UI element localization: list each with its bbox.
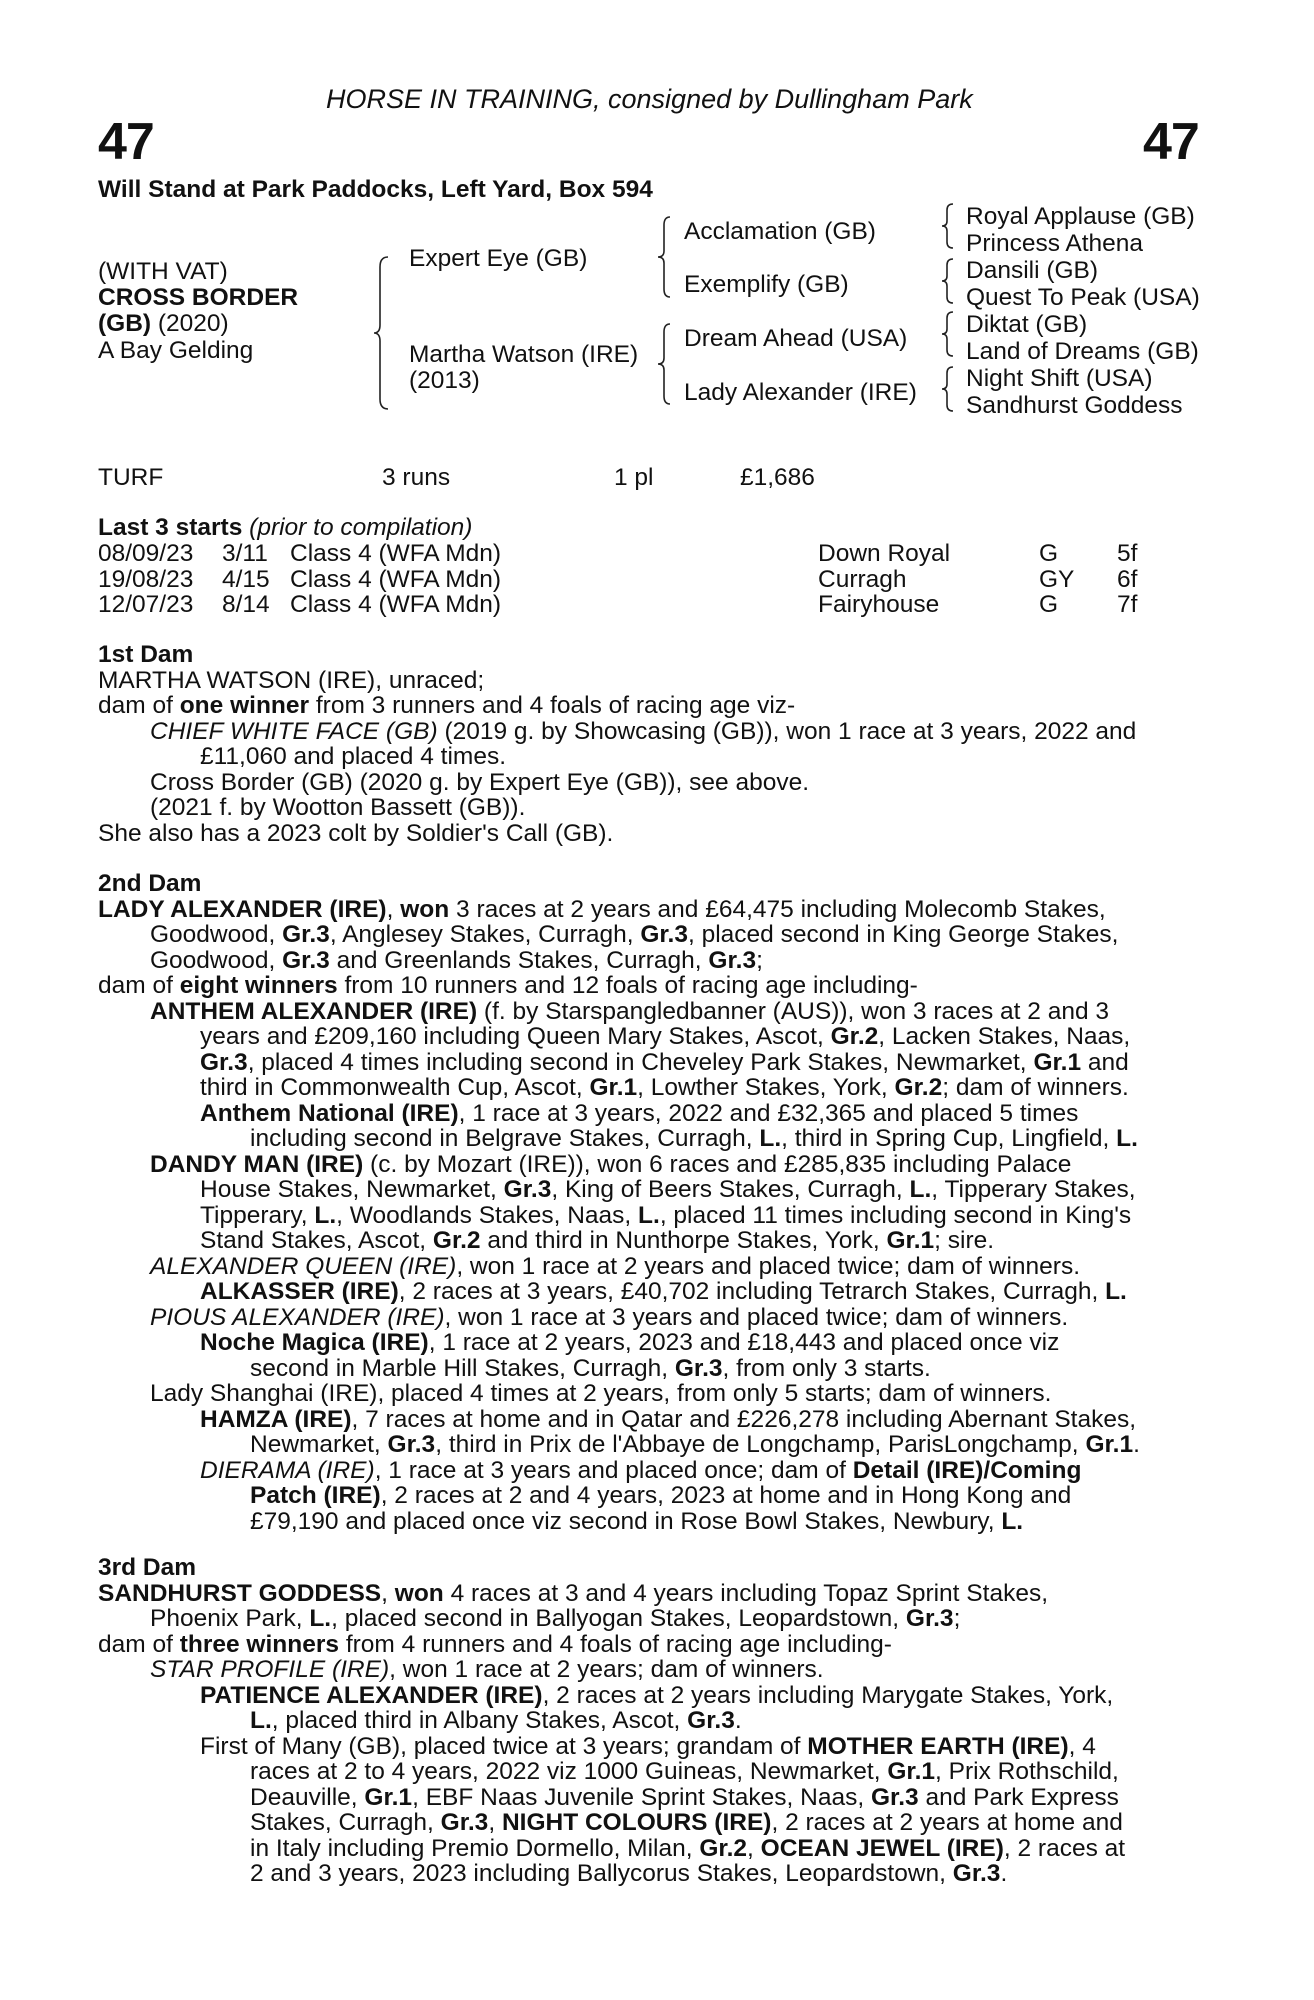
pedigree-g3-5: Diktat (GB)	[966, 311, 1088, 338]
produce-cross-border: Cross Border (GB) (2020 g. by Expert Eye (GB)), see above.	[150, 768, 810, 796]
text: and third in Nunthorpe Stakes, York,	[480, 1227, 887, 1254]
produce-line	[98, 1228, 1195, 1254]
text: Phoenix Park,	[150, 1605, 310, 1632]
text: from 4 runners and 4 foals of racing age including-	[339, 1630, 892, 1658]
horse-origin	[98, 311, 229, 337]
horse-name-text: Noche Magica (IRE)	[200, 1329, 429, 1356]
text: 2 and 3 years, 2023 including Ballycorus Stakes, Leopardstown,	[250, 1860, 953, 1887]
start-date: 12/07/23	[98, 591, 194, 618]
start-distances	[1117, 541, 1137, 618]
text: , Tipperary Stakes,	[931, 1176, 1136, 1203]
grade: Gr.3	[708, 946, 757, 974]
text: , third in Spring Cup, Lingfield,	[781, 1125, 1117, 1152]
text: .	[1133, 1431, 1140, 1458]
start-distance: 6f	[1117, 565, 1138, 593]
grade: L.	[1105, 1278, 1127, 1305]
text: Tipperary,	[200, 1201, 315, 1229]
produce-alexander-queen	[98, 1254, 1195, 1280]
produce-line	[98, 1050, 1195, 1076]
produce-line	[98, 1356, 1195, 1382]
pedigree-g3-3: Dansili (GB)	[966, 257, 1099, 284]
text: , placed third in Albany Stakes, Ascot,	[271, 1707, 688, 1734]
text: , 1 race at 2 years, 2023 and £18,443 and placed once viz	[428, 1329, 1060, 1356]
text: ,	[747, 1834, 761, 1862]
horse-name-text: NIGHT COLOURS (IRE)	[501, 1809, 772, 1836]
start-going: GY	[1039, 565, 1075, 593]
text: First of Many (GB), placed twice at 3 years; grandam of	[200, 1732, 808, 1760]
text: , Lacken Stakes, Naas,	[878, 1023, 1131, 1050]
text: from 10 runners and 12 foals of racing age including-	[337, 972, 918, 999]
start-date: 08/09/23	[98, 540, 194, 567]
grade: L.	[309, 1605, 332, 1632]
brace-g3-3	[940, 310, 956, 358]
text: , Anglesey Stakes, Curragh,	[329, 921, 641, 948]
produce-2021-filly: (2021 f. by Wootton Bassett (GB)).	[150, 794, 526, 821]
start-race: Class 4 (WFA Mdn)	[290, 565, 502, 593]
text: , third in Prix de l'Abbaye de Longchamp, ParisLongchamp,	[435, 1431, 1086, 1458]
grade: Gr.1	[364, 1783, 413, 1811]
horse-name-text: CHIEF WHITE FACE (GB)	[150, 717, 438, 745]
text: ; dam of winners.	[942, 1074, 1129, 1101]
grade: Gr.3	[282, 946, 330, 974]
text: ,	[386, 895, 401, 923]
text: ,	[381, 1579, 395, 1607]
second-dam-record-line	[98, 948, 1195, 974]
pedigree-sire: Expert Eye (GB)	[409, 245, 588, 272]
grade: L.	[250, 1707, 272, 1734]
produce-line	[98, 1177, 1195, 1203]
grade: Gr.2	[894, 1074, 943, 1101]
produce-dandy-man	[98, 1152, 1195, 1178]
produce-line	[98, 1432, 1195, 1458]
brace-g3-2	[940, 257, 956, 305]
start-going: G	[1039, 591, 1059, 618]
grade: L.	[909, 1176, 932, 1203]
last-starts-heading	[98, 515, 472, 541]
third-dam-record-line	[98, 1606, 1195, 1632]
brace-g3-1	[940, 202, 956, 250]
start-course: Down Royal	[818, 540, 951, 567]
text: Stand Stakes, Ascot,	[200, 1227, 433, 1254]
grade: L.	[759, 1125, 782, 1152]
text: including second in Belgrave Stakes, Curragh,	[250, 1125, 760, 1152]
text: House Stakes, Newmarket,	[200, 1176, 504, 1203]
grade: Gr.1	[887, 1758, 936, 1785]
pedigree-sire-sire: Acclamation (GB)	[684, 218, 876, 245]
start-courses	[818, 541, 950, 618]
grade: L.	[1001, 1507, 1024, 1535]
text: , placed 11 times including second in King's	[659, 1201, 1132, 1229]
text: , 2 races at	[1003, 1834, 1126, 1862]
grade: Gr.3	[687, 1707, 735, 1734]
text: (f. by Starspangledbanner (AUS)), won 3 races at 2 and 3	[477, 997, 1110, 1025]
third-dam-section	[98, 1555, 1195, 1887]
pedigree-g3-4: Quest To Peak (USA)	[966, 284, 1200, 311]
produce-line	[98, 1836, 1195, 1862]
horse-name-text: Anthem National (IRE)	[200, 1099, 459, 1127]
produce-first-of-many	[98, 1734, 1195, 1760]
start-position: 8/14	[222, 591, 270, 618]
horse-name: CROSS BORDER	[98, 284, 299, 311]
pedigree-g3-2: Princess Athena	[966, 230, 1144, 257]
text: dam of	[98, 1630, 180, 1658]
text: , 7 races at home and in Qatar and £226,278 including Abernant Stakes,	[351, 1405, 1137, 1433]
horse-name-text: ALEXANDER QUEEN (IRE)	[150, 1252, 457, 1280]
text: won	[400, 895, 450, 923]
text: Goodwood,	[150, 946, 283, 974]
grade: Gr.3	[870, 1783, 919, 1811]
grade: Gr.1	[886, 1227, 935, 1254]
grade: Gr.3	[503, 1176, 552, 1203]
winners-count: eight winners	[179, 972, 338, 999]
produce-line	[98, 1024, 1195, 1050]
produce-line	[98, 1759, 1195, 1785]
pedigree-dam-year: (2013)	[409, 367, 480, 394]
horse-name-text: LADY ALEXANDER (IRE)	[98, 895, 387, 923]
start-going: G	[1039, 540, 1059, 567]
produce-line	[98, 1708, 1195, 1734]
grade: Gr.2	[830, 1023, 879, 1050]
horse-name-text: MOTHER EARTH (IRE)	[807, 1732, 1069, 1760]
text: from 3 runners and 4 foals of racing age viz-	[309, 692, 796, 719]
stand-location: Will Stand at Park Paddocks, Left Yard, Box 594	[98, 176, 653, 203]
produce-anthem-alexander	[98, 999, 1195, 1025]
text: dam of	[98, 692, 180, 719]
text: , 1 race at 3 years and placed once; dam of	[374, 1456, 853, 1484]
horse-name-text: STAR PROFILE (IRE)	[150, 1656, 390, 1683]
pedigree-dam-dam: Lady Alexander (IRE)	[684, 379, 917, 406]
produce-line	[98, 1810, 1195, 1836]
second-dam-heading: 2nd Dam	[98, 870, 202, 897]
first-dam-section	[98, 642, 1195, 846]
produce-alkasser	[98, 1279, 1195, 1305]
produce-line	[98, 1483, 1195, 1509]
grade: Gr.2	[699, 1834, 748, 1862]
text: , won 1 race at 2 years and placed twice; dam of winners.	[456, 1252, 1081, 1280]
text: ,	[488, 1809, 502, 1836]
produce-anthem-national	[98, 1101, 1195, 1127]
grade: L.	[314, 1201, 337, 1229]
horse-name-text: Detail (IRE)/Coming	[852, 1456, 1082, 1484]
start-distance: 5f	[1117, 540, 1138, 567]
grade: Gr.1	[1033, 1048, 1082, 1076]
produce-line	[98, 1075, 1195, 1101]
text: .	[734, 1707, 742, 1734]
grade: Gr.1	[589, 1074, 638, 1101]
text: , Woodlands Stakes, Naas,	[336, 1201, 639, 1229]
pedigree-g3-8: Sandhurst Goddess	[966, 392, 1183, 419]
text: , EBF Naas Juvenile Sprint Stakes, Naas,	[412, 1783, 871, 1811]
text: Deauville,	[250, 1783, 365, 1811]
text: (2019 g. by Showcasing (GB)), won 1 race at 3 years, 2022 and	[437, 717, 1137, 745]
last-starts-title: Last 3 starts	[98, 514, 243, 541]
text: , placed second in Ballyogan Stakes, Leopardstown,	[331, 1605, 906, 1632]
second-dam-section	[98, 871, 1195, 1534]
text: and	[1081, 1048, 1129, 1076]
start-distance: 7f	[1117, 591, 1138, 618]
text: , won 1 race at 2 years; dam of winners.	[389, 1656, 824, 1683]
grade: Gr.3	[387, 1431, 436, 1458]
start-date: 19/08/23	[98, 565, 194, 593]
second-dam-produce-summary	[98, 973, 1195, 999]
produce-lady-shanghai: Lady Shanghai (IRE), placed 4 times at 2 years, from only 5 starts; dam of winners.	[150, 1380, 1052, 1407]
pedigree-g3-1: Royal Applause (GB)	[966, 203, 1195, 230]
last-starts-note: (prior to compilation)	[242, 514, 473, 541]
text: and Park Express	[918, 1783, 1119, 1811]
brace-sire	[656, 215, 674, 299]
grade: L.	[638, 1201, 660, 1229]
start-course: Curragh	[818, 565, 907, 593]
second-dam-name-line	[98, 897, 1195, 923]
produce-noche-magica	[98, 1330, 1195, 1356]
start-dates	[98, 541, 193, 618]
text: , 2 races at 2 and 4 years, 2023 at home and in Hong Kong and	[380, 1482, 1072, 1509]
winners-count: one winner	[179, 692, 310, 719]
start-race: Class 4 (WFA Mdn)	[290, 540, 502, 567]
produce-line	[98, 1785, 1195, 1811]
start-positions	[222, 541, 270, 618]
first-dam-produce-summary	[98, 693, 1195, 719]
pedigree-dam-sire: Dream Ahead (USA)	[684, 325, 908, 352]
winners-count: three winners	[179, 1630, 340, 1658]
record-runs: 3 runs	[382, 464, 451, 491]
horse-name-text: ANTHEM ALEXANDER (IRE)	[150, 997, 478, 1025]
produce-chief-white-face	[98, 719, 1195, 745]
grade: Gr.3	[440, 1809, 489, 1836]
text: , won 1 race at 3 years and placed twice; dam of winners.	[444, 1303, 1069, 1331]
grade: Gr.3	[905, 1605, 954, 1632]
brace-sire-dam	[372, 255, 392, 411]
produce-2023-colt: She also has a 2023 colt by Soldier's Call (GB).	[98, 819, 614, 847]
text: in Italy including Premio Dormello, Milan,	[250, 1834, 700, 1862]
start-course: Fairyhouse	[818, 591, 940, 618]
produce-hamza	[98, 1407, 1195, 1433]
text: 4 races at 3 and 4 years including Topaz Sprint Stakes,	[443, 1579, 1048, 1607]
text: , Prix Rothschild,	[935, 1758, 1119, 1785]
horse-name-text: SANDHURST GODDESS	[98, 1579, 382, 1607]
start-race: Class 4 (WFA Mdn)	[290, 591, 502, 618]
text: second in Marble Hill Stakes, Curragh,	[250, 1354, 675, 1382]
horse-name-text: DANDY MAN (IRE)	[150, 1150, 364, 1178]
vat-note: (WITH VAT)	[98, 258, 228, 285]
pedigree-sire-dam: Exemplify (GB)	[684, 271, 849, 298]
horse-name-text: PIOUS ALEXANDER (IRE)	[150, 1303, 445, 1331]
text: ;	[953, 1605, 961, 1632]
text: third in Commonwealth Cup, Ascot,	[200, 1074, 590, 1101]
text: won	[394, 1579, 444, 1607]
horse-description: A Bay Gelding	[98, 337, 254, 364]
produce-star-profile	[98, 1657, 1195, 1683]
text: ;	[756, 946, 763, 974]
produce-patience-alexander	[98, 1683, 1195, 1709]
text: , Lowther Stakes, York,	[637, 1074, 895, 1101]
pedigree-g3-7: Night Shift (USA)	[966, 365, 1153, 392]
produce-line	[98, 1126, 1195, 1152]
produce-line	[98, 1861, 1195, 1887]
text: Newmarket,	[250, 1431, 388, 1458]
grade: Gr.3	[282, 921, 330, 948]
text: (c. by Mozart (IRE)), won 6 races and £285,835 including Palace	[363, 1150, 1072, 1178]
produce-dierama	[98, 1458, 1195, 1484]
third-dam-heading: 3rd Dam	[98, 1554, 197, 1581]
record-surface: TURF	[98, 464, 164, 491]
lot-number-right: 47	[1143, 113, 1199, 171]
record-earnings: £1,686	[740, 464, 815, 491]
grade: Gr.3	[952, 1860, 1001, 1887]
grade: Gr.3	[200, 1048, 248, 1076]
start-goings	[1039, 541, 1074, 618]
start-position: 4/15	[222, 565, 270, 593]
produce-chief-white-face-cont: £11,060 and placed 4 times.	[200, 743, 507, 770]
text: dam of	[98, 972, 180, 999]
text: £79,190 and placed once viz second in Rose Bowl Stakes, Newbury,	[250, 1507, 1002, 1535]
produce-line	[98, 1509, 1195, 1535]
record-placed: 1 pl	[614, 464, 654, 491]
horse-name-text: DIERAMA (IRE)	[200, 1456, 375, 1484]
text: races at 2 to 4 years, 2022 viz 1000 Guineas, Newmarket,	[250, 1758, 888, 1785]
grade: Gr.1	[1085, 1431, 1134, 1458]
text: , placed 4 times including second in Cheveley Park Stakes, Newmarket,	[247, 1048, 1034, 1076]
horse-name-text: ALKASSER (IRE)	[200, 1278, 399, 1305]
text: , placed second in King George Stakes,	[688, 921, 1119, 948]
produce-pious-alexander	[98, 1305, 1195, 1331]
text: , 2 races at 2 years including Marygate Stakes, York,	[542, 1681, 1114, 1709]
consignment-line: HORSE IN TRAINING, consigned by Dullingham Park	[326, 84, 973, 114]
grade: L.	[1116, 1125, 1138, 1152]
start-position: 3/11	[222, 540, 268, 567]
grade: Gr.3	[640, 921, 688, 948]
second-dam-record-line	[98, 922, 1195, 948]
grade: Gr.2	[432, 1227, 481, 1254]
grade: Gr.3	[674, 1354, 723, 1382]
third-dam-name-line	[98, 1581, 1195, 1607]
horse-name-text: PATIENCE ALEXANDER (IRE)	[200, 1681, 543, 1709]
start-races	[290, 541, 501, 618]
text: , from only 3 starts.	[722, 1354, 931, 1382]
text: Stakes, Curragh,	[250, 1809, 441, 1836]
horse-name-text: Patch (IRE)	[250, 1482, 381, 1509]
third-dam-produce-summary	[98, 1632, 1195, 1658]
horse-name-text: HAMZA (IRE)	[200, 1405, 352, 1433]
pedigree-dam: Martha Watson (IRE)	[409, 341, 639, 368]
text: , King of Beers Stakes, Curragh,	[551, 1176, 910, 1203]
text: , 2 races at 3 years, £40,702 including Tetrarch Stakes, Curragh,	[398, 1278, 1106, 1305]
produce-line	[98, 1203, 1195, 1229]
lot-number-left: 47	[98, 113, 154, 171]
first-dam-heading: 1st Dam	[98, 641, 194, 668]
text: years and £209,160 including Queen Mary Stakes, Ascot,	[200, 1023, 831, 1050]
text: .	[1000, 1860, 1008, 1887]
text: and Greenlands Stakes, Curragh,	[329, 946, 709, 974]
horse-country: (GB)	[98, 310, 152, 337]
text: , 2 races at 2 years at home and	[771, 1809, 1123, 1836]
brace-g3-4	[940, 365, 956, 413]
horse-year: (2020)	[151, 310, 229, 337]
horse-name-text: OCEAN JEWEL (IRE)	[760, 1834, 1004, 1862]
brace-dam	[656, 322, 674, 406]
text: , 1 race at 3 years, 2022 and £32,365 and placed 5 times	[458, 1099, 1079, 1127]
text: ; sire.	[934, 1227, 995, 1254]
pedigree-g3-6: Land of Dreams (GB)	[966, 338, 1199, 365]
text: , 4	[1068, 1732, 1096, 1760]
first-dam-name: MARTHA WATSON (IRE), unraced;	[98, 666, 485, 694]
text: 3 races at 2 years and £64,475 including Molecomb Stakes,	[449, 895, 1106, 923]
text: Goodwood,	[150, 921, 283, 948]
